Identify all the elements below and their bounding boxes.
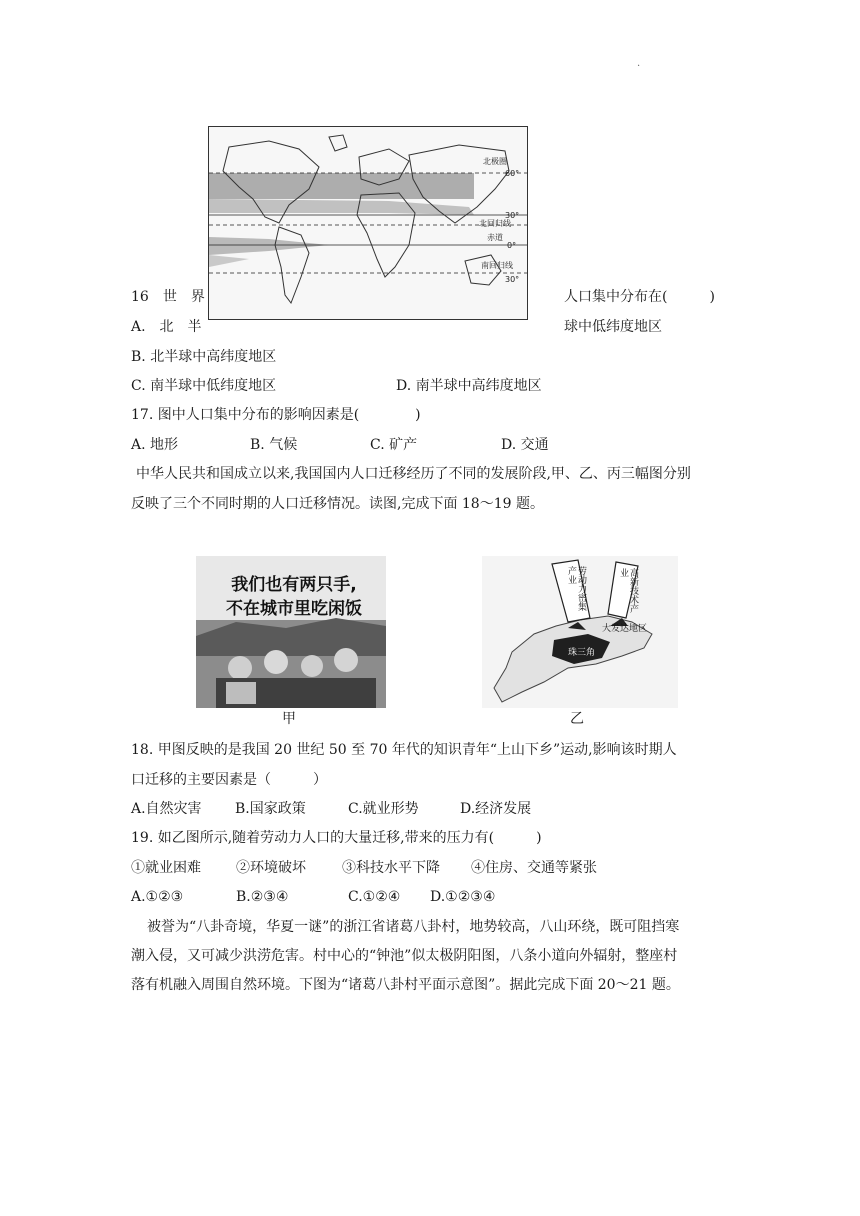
lat-60-label: 60° <box>505 169 520 178</box>
q18-stem-line1: 18. 甲图反映的是我国 20 世纪 50 至 70 年代的知识青年“上山下乡”运动,影响该时期人 <box>131 742 677 758</box>
lat-30n-label: 30° <box>505 211 520 220</box>
intro-18-19-line1: 中华人民共和国成立以来,我国国内人口迁移经历了不同的发展阶段,甲、乙、丙三幅图分别 <box>136 466 691 482</box>
equator-label: 赤道 <box>487 233 503 242</box>
q17-option-b: B. 气候 <box>250 437 298 453</box>
poster-text-line1: 我们也有两只手, <box>231 575 357 595</box>
intro-20-21-line1: 被誉为“八卦奇境，华夏一谜”的浙江省诸葛八卦村，地势较高，八山环绕，既可阻挡寒 <box>147 919 680 935</box>
q18-option-c: C.就业形势 <box>348 801 419 817</box>
lat-30s-label: 30° <box>505 275 520 284</box>
q19-option-a: A.①②③ <box>131 889 184 905</box>
intro-18-19-line2: 反映了三个不同时期的人口迁移情况。读图,完成下面 18～19 题。 <box>131 496 544 512</box>
high-tech-industry-label: 高新技术产业 <box>618 568 638 613</box>
q16-option-b: B. 北半球中高纬度地区 <box>131 349 277 365</box>
world-population-map <box>208 126 528 320</box>
q19-stem: 19. 如乙图所示,随着劳动力人口的大量迁移,带来的压力有( ) <box>131 830 542 846</box>
q16-option-c: C. 南半球中低纬度地区 <box>131 378 277 394</box>
q19-item-2: ②环境破坏 <box>236 860 306 876</box>
q19-option-b: B.②③④ <box>236 889 289 905</box>
tropic-capricorn-label: 南回归线 <box>481 261 513 270</box>
q18-option-a: A.自然灾害 <box>131 801 202 817</box>
q17-option-d: D. 交通 <box>501 437 549 453</box>
intro-20-21-line3: 落有机融入周围自然环境。下图为“诸葛八卦村平面示意图”。据此完成下面 20～21 题。 <box>131 977 680 993</box>
q19-item-4: ④住房、交通等紧张 <box>471 860 597 876</box>
labor-industry-label: 劳动力密集产业 <box>566 566 586 611</box>
q19-option-c: C.①②④ <box>348 889 401 905</box>
developed-region-label: 大发达地区 <box>602 624 648 634</box>
q16-stem-right: 人口集中分布在( ) <box>564 289 715 305</box>
figure-jia-caption: 甲 <box>282 711 296 727</box>
lat-0-label: 0° <box>507 241 517 250</box>
q16-option-a-right: 球中低纬度地区 <box>564 319 662 335</box>
q19-option-d: D.①②③④ <box>430 889 496 905</box>
pearl-delta-label: 珠三角 <box>568 648 596 658</box>
figure-jia-poster <box>196 556 386 708</box>
q17-stem: 17. 图中人口集中分布的影响因素是( ) <box>131 407 421 423</box>
q17-option-c: C. 矿产 <box>370 437 418 453</box>
q19-item-1: ①就业困难 <box>131 860 201 876</box>
figure-yi-caption: 乙 <box>570 711 584 727</box>
page-mark: . <box>637 58 641 69</box>
q16-option-d: D. 南半球中高纬度地区 <box>396 378 542 394</box>
q19-item-3: ③科技水平下降 <box>342 860 440 876</box>
q18-stem-line2: 口迁移的主要因素是（ ） <box>131 772 327 788</box>
q18-option-b: B.国家政策 <box>235 801 306 817</box>
tropic-cancer-label: 北回归线 <box>479 219 511 228</box>
intro-20-21-line2: 潮入侵，又可减少洪涝危害。村中心的“钟池”似太极阴阳图，八条小道向外辐射，整座村 <box>131 948 678 964</box>
figure-yi-map <box>482 556 678 708</box>
poster-text-line2: 不在城市里吃闲饭 <box>226 599 362 619</box>
q16-stem-left: 16 世 界 <box>131 289 205 305</box>
q16-option-a-left: A. 北 半 <box>131 319 202 335</box>
arctic-circle-label: 北极圈 <box>483 157 507 166</box>
q17-option-a: A. 地形 <box>131 437 179 453</box>
q18-option-d: D.经济发展 <box>460 801 532 817</box>
